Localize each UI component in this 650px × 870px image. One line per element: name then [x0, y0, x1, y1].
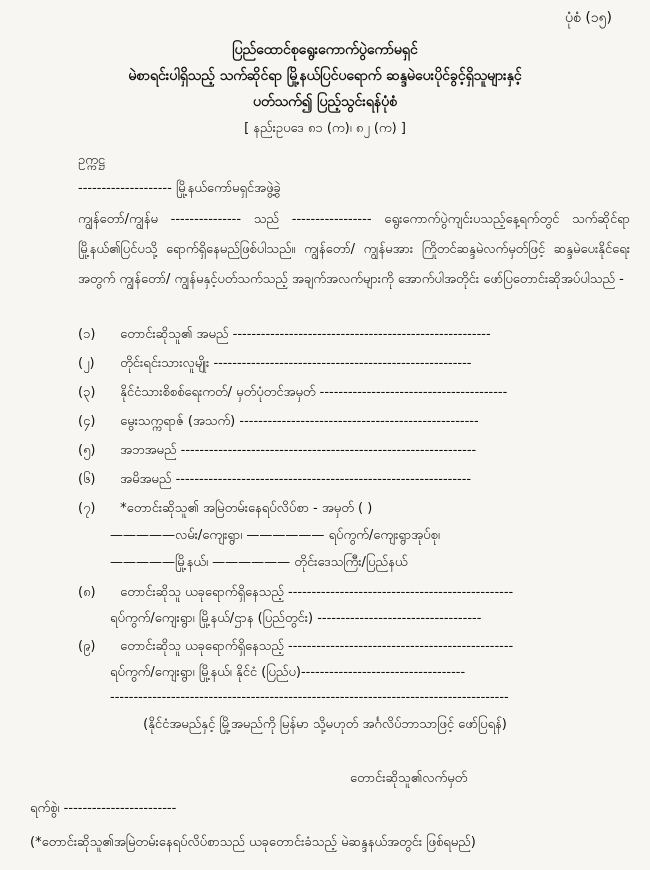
item-fill[interactable]: ---------------------------------------------------------------: [180, 443, 477, 458]
item-number: (၈): [78, 585, 96, 600]
item-number: (၆): [78, 472, 96, 487]
item-fill[interactable]: ----------------------------------------: [319, 385, 508, 400]
country-note: (နိုင်ငံအမည်နှင့် မြို့အမည်ကို မြန်မာ သို့မဟုတ် အင်္ဂလိပ်ဘာသာဖြင့် ဖော်ပြရန်): [143, 717, 507, 732]
item-label: အမိအမည်: [120, 472, 172, 487]
item-label: တောင်းဆိုသူ ယခုရောက်ရှိနေသည့်: [120, 585, 284, 600]
address-line-1[interactable]: —————လမ်း/ကျေးရွာ၊ —————— ရပ်ကွက်/ကျေးရွာအုပ်စု၊: [110, 528, 440, 543]
item-label: တောင်းဆိုသူ ယခုရောက်ရှိနေသည့်: [120, 639, 284, 654]
form-item-birthdate: [78, 413, 638, 432]
current-domestic-detail[interactable]: ရပ်ကွက်/ကျေးရွာ၊ မြို့နယ်/ဌာန (ပြည်တွင်း) -----------------------------------: [110, 611, 482, 626]
item-label: နိုင်ငံသားစိစစ်ရေးကတ်/ မှတ်ပုံတင်အမှတ်: [120, 385, 316, 400]
item-number: (၂): [78, 356, 95, 371]
form-item-current-abroad: [78, 638, 638, 657]
form-item-ethnicity: [78, 355, 638, 374]
item-label: အဘအမည်: [120, 443, 177, 458]
item-number: (၃): [78, 385, 96, 400]
form-item-name: [78, 326, 638, 345]
form-item-father-name: [78, 442, 638, 461]
footnote: (*တောင်းဆိုသူ၏အမြဲတမ်းနေရပ်လိပ်စာသည် ယခုတောင်းခံသည့် မဲဆန္ဒနယ်အတွင်း ဖြစ်ရမည်): [30, 835, 476, 850]
title-line-2: မဲစာရင်းပါရှိသည့် သက်ဆိုင်ရာ မြို့နယ်ပြင်ပရောက် ဆန္ဒမဲပေးပိုင်ခွင့်ရှိသူများနှင့်: [128, 68, 522, 84]
item-number: (၁): [78, 327, 96, 342]
item-fill[interactable]: -------------------------------------------------------: [213, 356, 472, 371]
date-field[interactable]: ရက်စွဲ၊ ------------------------: [30, 801, 177, 816]
item-label: တောင်းဆိုသူ၏ အမည်: [120, 327, 229, 342]
item-number: (၅): [78, 443, 96, 458]
item-label: မွေးသက္ကရာဇ် (အသက်): [120, 414, 236, 429]
item-fill[interactable]: ---------------------------------------------------: [239, 414, 479, 429]
form-item-id-card: [78, 384, 638, 403]
item-number: (၉): [78, 639, 96, 654]
form-item-permanent-address: [78, 500, 638, 519]
office-line: -------------------- မြို့နယ်ကော်မရှင်အဖွဲ့ခွဲ: [78, 181, 281, 196]
salutation: ဥက္ကဋ္ဌ: [78, 153, 105, 168]
intro-paragraph: ကျွန်တော်/ကျွန်မ --------------- သည် ----------------- ရွေးကောက်ပွဲကျင်းပသည့်နေ့ရက်တွင် သက်ဆိုင်ရာ မြို့နယ်၏ပြင်ပသို့ ရောက်ရှိနေမည်ဖြစ်ပါသည်။ ကျွန်တော်/ ကျွန်မအား ကြိုတင်ဆန္ဒမဲလက်မှတ်ဖြင့် ဆန္ဒမဲပေးနိုင်ရေးအတွက် ကျွန်တော်/ ကျွန်မနှင့်ပတ်သက်သည့် အချက်အလက်များကို အောက်ပါအတိုင်း ဖော်ပြတောင်းဆိုအပ်ပါသည် -: [78, 212, 630, 287]
item-label: တိုင်းရင်းသားလူမျိုး: [120, 356, 210, 371]
item-label: *တောင်းဆိုသူ၏ အမြဲတမ်းနေရပ်လိပ်စာ - အမှတ် ( ): [120, 501, 373, 516]
form-number: ပုံစံ (၁၅): [565, 10, 612, 26]
rule-reference: [ နည်းဥပဒေ ၈၁ (က)၊ ၈၂ (က) ]: [244, 121, 406, 136]
item-fill[interactable]: ------------------------------------------------: [288, 639, 514, 654]
item-fill[interactable]: ------------------------------------------------: [288, 585, 514, 600]
title-line-3: ပတ်သက်၍ ပြည့်သွင်းရန်ပုံစံ: [252, 94, 398, 110]
item-fill[interactable]: ---------------------------------------------------------------: [175, 472, 472, 487]
item-number: (၄): [78, 414, 96, 429]
current-abroad-detail[interactable]: ရပ်ကွက်/ကျေးရွာ၊ မြို့နယ်၊ နိုင်ငံ (ပြည်ပ)-----------------------------------: [110, 665, 466, 680]
item-number: (၇): [78, 501, 96, 516]
form-item-current-domestic: [78, 584, 638, 603]
signature-label: တောင်းဆိုသူ၏လက်မှတ်: [350, 771, 468, 786]
item-fill[interactable]: -------------------------------------------------------: [232, 327, 491, 342]
form-item-mother-name: [78, 471, 638, 490]
title-line-1: ပြည်ထောင်စုရွေးကောက်ပွဲကော်မရှင်: [232, 42, 418, 58]
blank-line[interactable]: -------------------------------------------------------------------------------------: [110, 690, 509, 705]
address-line-2[interactable]: —————မြို့နယ်၊ —————— တိုင်းဒေသကြီး/ပြည်နယ်: [110, 555, 408, 570]
